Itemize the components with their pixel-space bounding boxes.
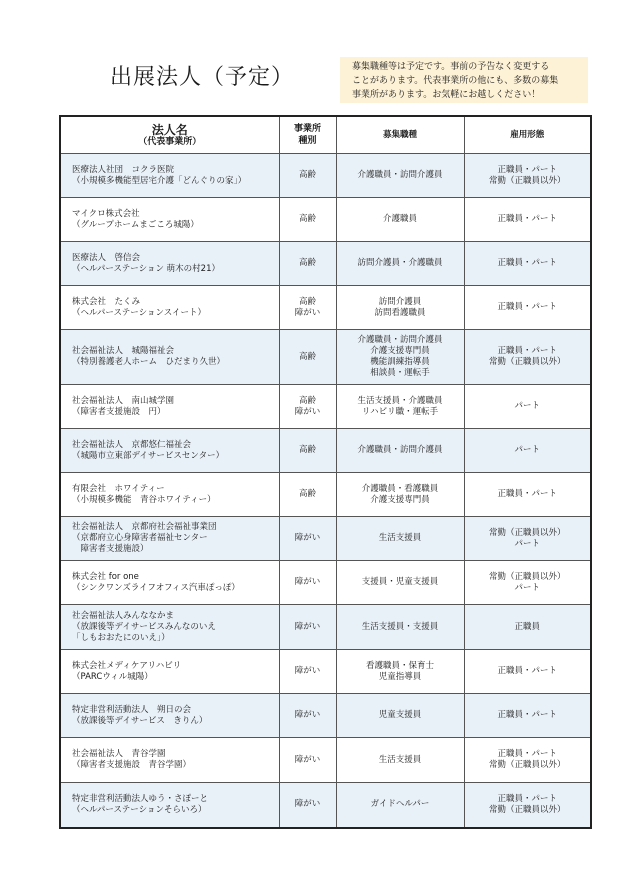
employment-cell: [464, 517, 591, 561]
corporation-cell: [60, 385, 279, 429]
facility-type-line: 高齢: [298, 296, 316, 307]
jobs-line: 児童指導員: [378, 671, 422, 682]
jobs-line: 介護支援専門員: [370, 346, 430, 356]
facility-type-cell: [279, 783, 336, 828]
employment-line: 常勤（正職員以外）: [488, 571, 566, 582]
corporation-line: 社会福祉法人みんななかま: [72, 610, 175, 621]
employment-cell: [464, 561, 591, 605]
header-facility-type-line: 種別: [298, 136, 317, 146]
corporation-cell: [60, 286, 279, 330]
table-row: [60, 473, 591, 517]
jobs-cell: [336, 330, 464, 385]
header-facility-type-line: 事業所: [293, 124, 321, 134]
facility-type-cell: [279, 385, 336, 429]
table-body: [60, 154, 591, 828]
jobs-cell: [336, 429, 464, 473]
facility-type-cell: [279, 738, 336, 783]
corporation-line: 医療法人社団 コクラ医院: [72, 164, 175, 175]
employment-line: 正職員・パート: [497, 749, 557, 759]
corporation-line: 特定非営利活動法人ゆう・さぽーと: [72, 793, 209, 804]
facility-type-cell: [279, 154, 336, 198]
corporation-cell: [60, 330, 279, 385]
employment-cell: [464, 242, 591, 286]
corporation-line: （小規模多機能 青谷ホワイティー）: [72, 494, 216, 505]
employment-line: 常勤（正職員以外）: [488, 175, 566, 186]
corporation-line: （障害者支援施設 青谷学園）: [72, 760, 192, 770]
facility-type-line: 障がい: [294, 666, 321, 676]
employment-line: 正職員: [514, 621, 540, 632]
table-row: [60, 429, 591, 473]
jobs-line: 機能訓練指導員: [370, 357, 430, 367]
facility-type-cell: [279, 473, 336, 517]
notice-line: ことがあります。代表事業所の他にも、多数の募集: [352, 76, 559, 86]
facility-type-line: 障がい: [294, 799, 321, 810]
page-title: 出展法人（予定）: [110, 65, 295, 90]
jobs-cell: [336, 198, 464, 242]
corporation-cell: [60, 783, 279, 828]
facility-type-line: 高齢: [298, 170, 316, 180]
employment-cell: [464, 286, 591, 330]
corporation-line: （PARCウィル城陽）: [72, 671, 153, 682]
corporation-cell: [60, 198, 279, 242]
corporation-cell: [60, 650, 279, 694]
facility-type-cell: [279, 650, 336, 694]
corporation-line: 社会福祉法人 京都府社会福祉事業団: [72, 522, 217, 532]
header-jobs: 募集職種: [336, 116, 464, 154]
corporation-cell: [60, 738, 279, 783]
employment-line: 正職員・パート: [497, 489, 557, 499]
employment-cell: [464, 605, 591, 650]
jobs-line: 生活支援員・支援員: [361, 621, 439, 632]
jobs-line: 訪問看護職員: [374, 307, 426, 318]
corporation-line: （ヘルパーステーションスイート）: [72, 307, 207, 318]
jobs-cell: [336, 154, 464, 198]
jobs-line: リハビリ職・運転手: [361, 406, 439, 417]
facility-type-line: 障がい: [294, 406, 321, 417]
employment-line: パート: [514, 538, 540, 549]
notice-box: [340, 57, 588, 103]
facility-type-line: 障がい: [294, 577, 321, 587]
corporation-line: （障害者支援施設 円）: [72, 406, 166, 417]
jobs-cell: [336, 242, 464, 286]
header-employment: 雇用形態: [464, 116, 591, 154]
facility-type-cell: [279, 561, 336, 605]
employment-line: 正職員・パート: [497, 346, 557, 356]
employment-line: パート: [514, 401, 540, 411]
employment-cell: [464, 154, 591, 198]
table-row: [60, 650, 591, 694]
table-row: [60, 517, 591, 561]
table-row: [60, 738, 591, 783]
corporation-line: （グループホームまごころ城陽）: [72, 219, 199, 230]
facility-type-cell: [279, 694, 336, 738]
exhibitor-table: [59, 115, 592, 829]
table-row: [60, 783, 591, 828]
jobs-cell: [336, 605, 464, 650]
corporation-line: 医療法人 啓信会: [72, 252, 141, 263]
corporation-line: 株式会社メディケアリハビリ: [72, 660, 182, 671]
corporation-line: 株式会社 たくみ: [72, 296, 141, 307]
jobs-line: ガイドヘルパー: [370, 799, 430, 810]
facility-type-line: 高齢: [298, 395, 316, 406]
facility-type-cell: [279, 198, 336, 242]
employment-line: パート: [514, 582, 540, 593]
corporation-line: （ヘルパーステーションそらいろ）: [72, 804, 207, 815]
employment-cell: [464, 330, 591, 385]
facility-type-line: 障がい: [294, 533, 321, 543]
employment-line: 常勤（正職員以外）: [488, 804, 566, 815]
jobs-line: 生活支援員: [378, 533, 422, 543]
employment-cell: [464, 694, 591, 738]
jobs-line: 看護職員・保育士: [365, 660, 434, 671]
jobs-cell: [336, 650, 464, 694]
corporation-line: （京都府立心身障害者福祉センター: [72, 533, 208, 543]
jobs-line: 介護職員・訪問介護員: [357, 445, 443, 455]
header-facility-type: [279, 116, 336, 154]
facility-type-cell: [279, 605, 336, 650]
jobs-line: 訪問介護員: [378, 296, 422, 307]
employment-cell: [464, 198, 591, 242]
jobs-cell: [336, 738, 464, 783]
corporation-cell: [60, 473, 279, 517]
employment-line: 常勤（正職員以外）: [488, 527, 566, 538]
jobs-cell: [336, 385, 464, 429]
facility-type-line: 障がい: [294, 710, 321, 720]
jobs-cell: [336, 561, 464, 605]
corporation-line: 株式会社 for one: [72, 571, 139, 582]
facility-type-line: 高齢: [298, 351, 316, 362]
jobs-line: 介護職員・訪問介護員: [357, 335, 443, 345]
jobs-cell: [336, 517, 464, 561]
corporation-cell: [60, 605, 279, 650]
facility-type-line: 高齢: [298, 258, 316, 268]
employment-cell: [464, 783, 591, 828]
corporation-line: （放課後等デイサービス きりん）: [72, 715, 208, 726]
table-row: [60, 286, 591, 330]
jobs-line: 介護職員・看護職員: [361, 483, 439, 494]
table-row: [60, 605, 591, 650]
jobs-cell: [336, 783, 464, 828]
jobs-line: 生活支援員: [378, 754, 422, 765]
corporation-line: 社会福祉法人 南山城学園: [72, 395, 175, 406]
employment-line: 正職員・パート: [497, 710, 557, 720]
employment-line: 正職員・パート: [497, 793, 557, 804]
employment-line: 正職員・パート: [497, 666, 557, 676]
facility-type-line: 障がい: [294, 621, 321, 632]
facility-type-line: 高齢: [298, 489, 316, 499]
corporation-line: 社会福祉法人 城陽福祉会: [72, 346, 175, 356]
table-row: [60, 385, 591, 429]
jobs-line: 訪問介護員・介護職員: [357, 258, 443, 268]
corporation-cell: [60, 517, 279, 561]
jobs-cell: [336, 473, 464, 517]
notice-line: 事業所があります。お気軽にお越しください！: [352, 90, 541, 100]
header-corporation-sub: （代表事業所）: [138, 136, 202, 147]
jobs-line: 介護職員: [382, 214, 417, 224]
table-row: [60, 694, 591, 738]
header-corporation: [60, 116, 279, 154]
employment-line: 正職員・パート: [497, 214, 557, 224]
employment-line: 常勤（正職員以外）: [488, 357, 566, 367]
table-row: [60, 561, 591, 605]
jobs-line: 相談員・運転手: [370, 368, 430, 378]
facility-type-line: 障がい: [294, 754, 321, 765]
notice-line: 募集職種等は予定です。事前の予告なく変更する: [352, 62, 550, 72]
corporation-line: （放課後等デイサービスみんなのいえ: [72, 621, 216, 632]
corporation-line: （シンクワンズライフオフィス汽車ぽっぽ）: [72, 582, 240, 593]
employment-cell: [464, 385, 591, 429]
table-row: [60, 330, 591, 385]
facility-type-line: 高齢: [298, 445, 316, 455]
corporation-cell: [60, 694, 279, 738]
jobs-line: 介護支援専門員: [370, 494, 430, 505]
facility-type-cell: [279, 517, 336, 561]
corporation-cell: [60, 154, 279, 198]
corporation-line: （小規模多機能型居宅介護「どんぐりの家」）: [72, 175, 247, 186]
jobs-line: 生活支援員・介護職員: [357, 395, 443, 406]
corporation-line: マイクロ株式会社: [72, 208, 140, 219]
jobs-line: 支援員・児童支援員: [361, 577, 439, 587]
corporation-line: 社会福祉法人 京都悠仁福祉会: [72, 439, 192, 450]
employment-line: 常勤（正職員以外）: [488, 760, 566, 770]
header-corporation-main: 法人名: [151, 122, 188, 137]
employment-line: 正職員・パート: [497, 302, 557, 312]
employment-line: 正職員・パート: [497, 164, 557, 175]
corporation-line: 障害者支援施設）: [72, 544, 149, 554]
corporation-cell: [60, 242, 279, 286]
facility-type-line: 障がい: [294, 307, 321, 318]
jobs-cell: [336, 286, 464, 330]
employment-line: パート: [514, 445, 540, 455]
facility-type-cell: [279, 330, 336, 385]
employment-cell: [464, 738, 591, 783]
employment-line: 正職員・パート: [497, 258, 557, 268]
corporation-line: （城陽市立東部デイサービスセンター）: [72, 450, 225, 461]
facility-type-line: 高齢: [298, 214, 316, 224]
employment-cell: [464, 429, 591, 473]
facility-type-cell: [279, 429, 336, 473]
jobs-line: 児童支援員: [378, 710, 422, 720]
facility-type-cell: [279, 242, 336, 286]
corporation-line: （特別養護老人ホーム ひだまり久世）: [72, 357, 226, 367]
corporation-line: 「しもおおたにのいえ」）: [72, 632, 170, 643]
corporation-line: 特定非営利活動法人 朔日の会: [72, 704, 192, 715]
corporation-line: 社会福祉法人 青谷学園: [72, 749, 166, 759]
corporation-cell: [60, 429, 279, 473]
jobs-line: 介護職員・訪問介護員: [357, 170, 443, 180]
corporation-line: （ヘルパーステーション 萌木の村21）: [72, 263, 220, 274]
facility-type-cell: [279, 286, 336, 330]
corporation-line: 有限会社 ホワイティー: [72, 483, 165, 494]
employment-cell: [464, 473, 591, 517]
table-header-row: [60, 116, 591, 154]
table-row: [60, 154, 591, 198]
table-row: [60, 242, 591, 286]
employment-cell: [464, 650, 591, 694]
corporation-cell: [60, 561, 279, 605]
table-row: [60, 198, 591, 242]
jobs-cell: [336, 694, 464, 738]
